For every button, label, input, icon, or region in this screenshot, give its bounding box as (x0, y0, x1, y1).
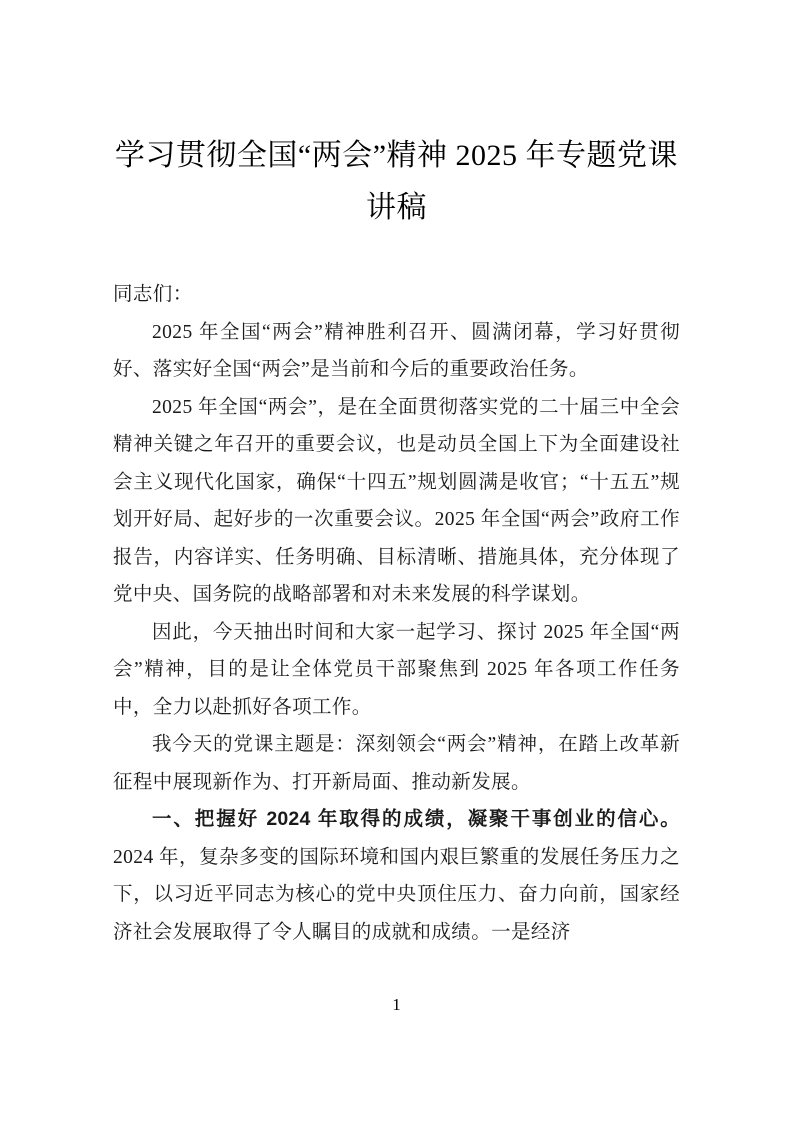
salutation: 同志们： (113, 284, 193, 305)
paragraph-4: 我今天的党课主题是：深刻领会“两会”精神，在踏上改革新征程中展现新作为、打开新局面、推动新发展。 (113, 734, 680, 793)
section-one-body: 2024 年，复杂多变的国际环境和国内艰巨繁重的发展任务压力之下，以习近平同志为核心的党中央顶住压力、奋力向前，国家经济社会发展取得了令人瞩目的成就和成绩。一是经济 (113, 846, 680, 943)
section-one (113, 801, 680, 951)
section-one-heading: 一、把握好 2024 年取得的成绩，凝聚干事创业的信心。 (152, 808, 680, 830)
document-content (113, 0, 680, 951)
page-title: 学习贯彻全国“两会”精神 2025 年专题党课讲稿 (114, 139, 679, 224)
document-body (113, 234, 680, 951)
page-number: 1 (392, 995, 401, 1014)
paragraph-1: 2025 年全国“两会”精神胜利召开、圆满闭幕，学习好贯彻好、落实好全国“两会”是当前和今后的重要政治任务。 (113, 321, 680, 380)
paragraph-3: 因此，今天抽出时间和大家一起学习、探讨 2025 年全国“两会”精神，目的是让全体党员干部聚焦到 2025 年各项工作任务中，全力以赴抓好各项工作。 (113, 621, 680, 718)
paragraph-2: 2025 年全国“两会”，是在全面贯彻落实党的二十届三中全会精神关键之年召开的重要会议，也是动员全国上下为全面建设社会主义现代化国家，确保“十四五”规划圆满是收官；“十五五”规划开好局、起好步的一次重要会议。2025 年全国“两会”政府工作报告，内容详实、任务明确、目标清晰、措施具体，充分体现了党中央、国务院的战略部署和对未来发展的科学谋划。 (113, 396, 680, 605)
